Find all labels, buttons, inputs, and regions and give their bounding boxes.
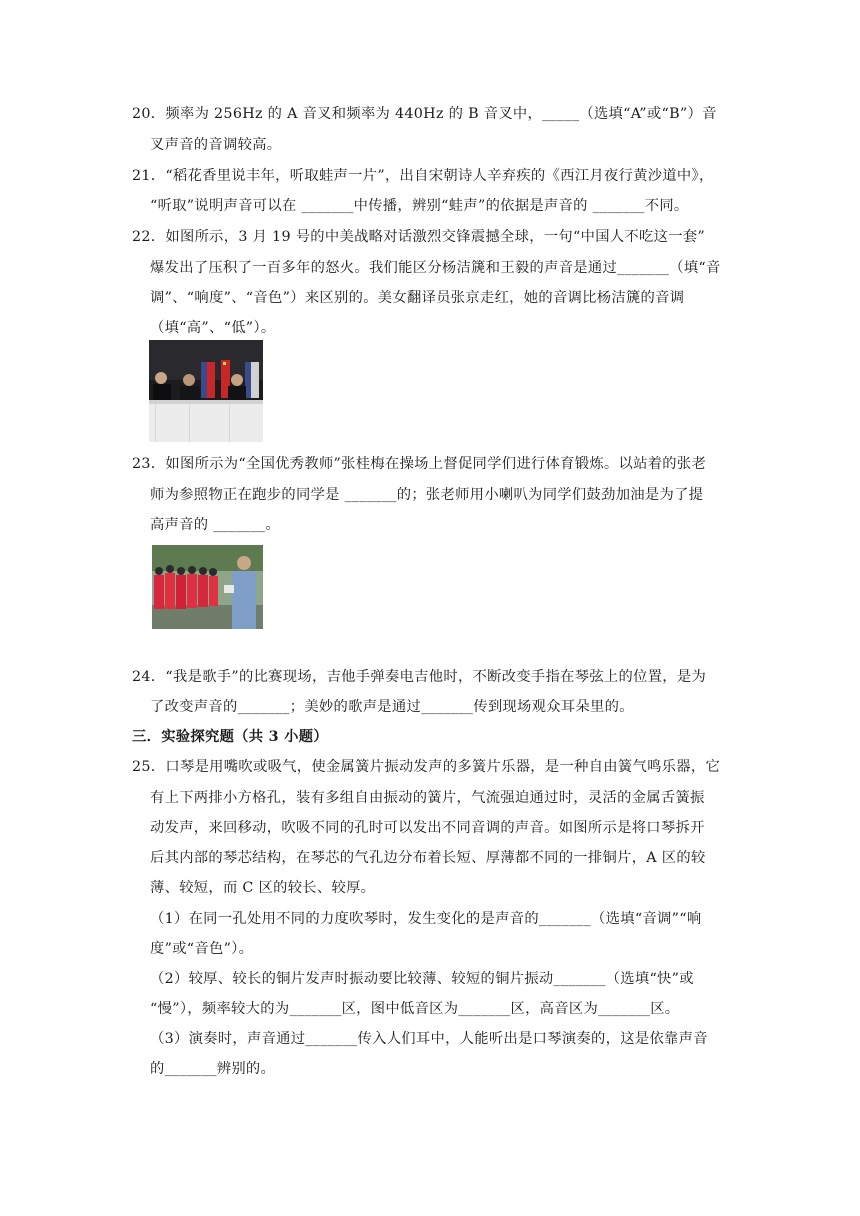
q25-line-3: 动发声，来回移动，吹吸不同的孔时可以发出不同音调的声音。如图所示是将口琴拆开	[150, 820, 705, 836]
q22-line-3: 调”、“响度”、“音色”）来区别的。美女翻译员张京走红，她的音调比杨洁篪的音调	[150, 290, 685, 306]
q25-line-2: 有上下两排小方格孔，装有多组自由振动的簧片，气流强迫通过时，灵活的金属舌簧振	[150, 790, 705, 806]
section-3-heading: 三．实验探究题（共 3 小题）	[132, 729, 328, 745]
q22-line-1: 22．如图所示，3 月 19 号的中美战略对话激烈交锋震撼全球，一句“中国人不吃这一套”	[132, 229, 706, 245]
q25-part-1-line-1: （1）在同一孔处用不同的力度吹琴时，发生变化的是声音的_______（选填“音调”“响	[150, 911, 702, 927]
q23-line-3: 高声音的 _______。	[150, 517, 280, 533]
playground-photo	[152, 545, 263, 629]
q22-line-2: 爆发出了压积了一百多年的怒火。我们能区分杨洁篪和王毅的声音是通过_______（填“音	[150, 260, 721, 276]
meeting-photo	[149, 340, 263, 442]
q23-line-1: 23．如图所示为“全国优秀教师”张桂梅在操场上督促同学们进行体育锻炼。以站着的张老	[132, 456, 707, 472]
q21-line-1: 21．“稻花香里说丰年，听取蛙声一片”，出自宋朝诗人辛弃疾的《西江月夜行黄沙道中》，	[132, 168, 714, 184]
q22-line-4: （填“高”、“低”）。	[150, 320, 276, 336]
q24-line-2: 了改变声音的_______；美妙的歌声是通过_______传到现场观众耳朵里的。	[150, 699, 634, 715]
q25-line-4: 后其内部的琴芯结构，在琴芯的气孔边分布着长短、厚薄都不同的一排铜片，A 区的较	[150, 850, 706, 866]
q25-part-2-line-2: “慢”），频率较大的为_______区，图中低音区为_______区，高音区为_______区。	[150, 1001, 680, 1017]
q25-part-3-line-1: （3）演奏时，声音通过_______传入人们耳中，人能听出是口琴演奏的，这是依靠声音	[150, 1031, 708, 1047]
q25-part-2-line-1: （2）较厚、较长的铜片发声时振动要比较薄、较短的铜片振动_______（选填“快”或	[150, 971, 694, 987]
q25-line-5: 薄、较短，而 C 区的较长、较厚。	[150, 880, 376, 896]
q25-part-3-line-2: 的_______辨别的。	[150, 1061, 276, 1077]
q24-line-1: 24．“我是歌手”的比赛现场，吉他手弹奏电吉他时，不断改变手指在琴弦上的位置，是为	[132, 669, 707, 685]
q20-line-1: 20．频率为 256Hz 的 A 音叉和频率为 440Hz 的 B 音叉中，_____（选填“A”或“B”）音	[132, 106, 717, 122]
q25-part-1-line-2: 度”或“音色”）。	[150, 941, 254, 957]
q25-line-1: 25．口琴是用嘴吹或吸气，使金属簧片振动发声的多簧片乐器，是一种自由簧气鸣乐器，它	[132, 759, 721, 775]
q20-line-2: 叉声音的音调较高。	[150, 137, 282, 153]
q21-line-2: “听取”说明声音可以在 _______中传播，辨别“蛙声”的依据是声音的 _______不同。	[150, 198, 689, 214]
q23-line-2: 师为参照物正在跑步的同学是 _______的；张老师用小喇叭为同学们鼓劲加油是为了提	[150, 487, 704, 503]
